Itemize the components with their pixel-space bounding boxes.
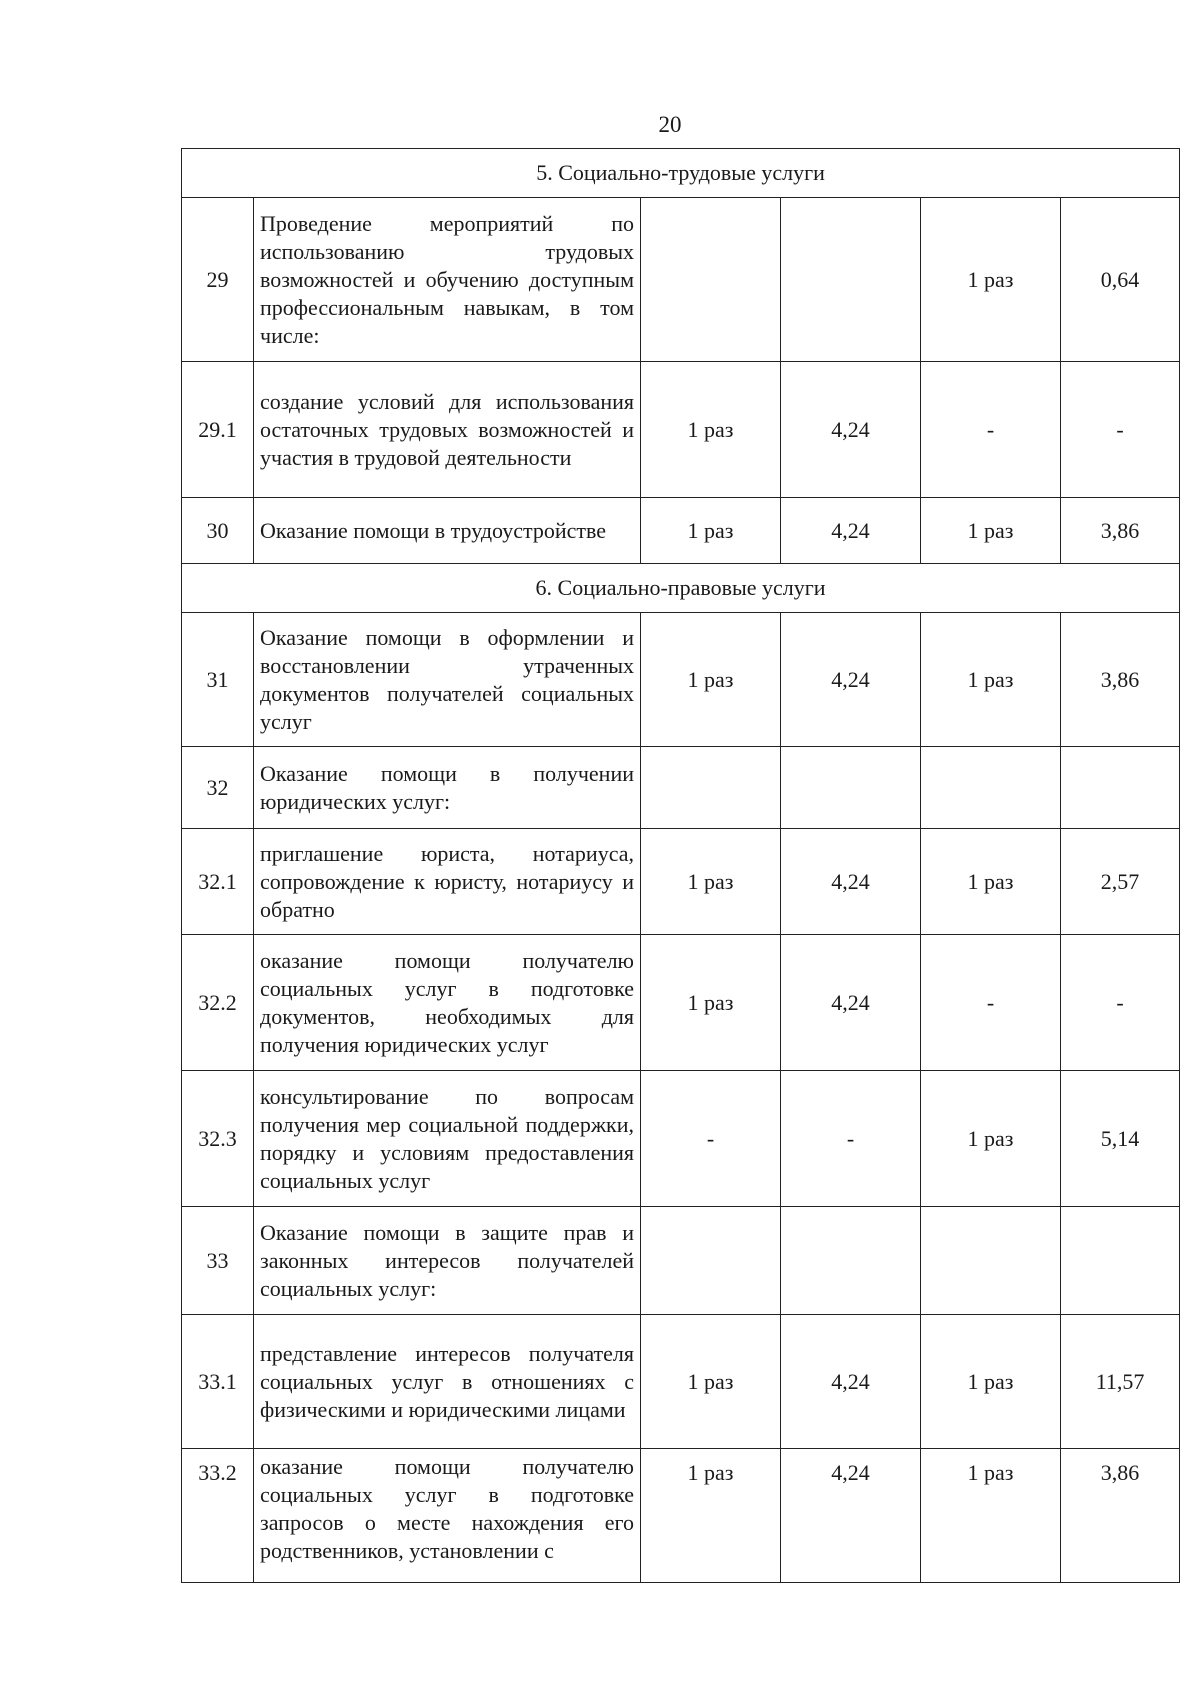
row-number: 32.3 xyxy=(182,1071,254,1207)
value-cell xyxy=(781,747,921,829)
row-number: 32.2 xyxy=(182,935,254,1071)
value-cell: 4,24 xyxy=(781,935,921,1071)
value-cell: 5,14 xyxy=(1061,1071,1180,1207)
service-description: Проведение мероприятий по использованию трудовых возможностей и обучению доступным профессиональным навыкам, в том числе: xyxy=(254,198,641,362)
value-cell: 4,24 xyxy=(781,362,921,498)
frequency-cell: 1 раз xyxy=(641,498,781,564)
value-cell: - xyxy=(1061,935,1180,1071)
row-number: 29 xyxy=(182,198,254,362)
frequency-cell: 1 раз xyxy=(641,362,781,498)
frequency-cell xyxy=(641,747,781,829)
value-cell xyxy=(1061,747,1180,829)
service-description: приглашение юриста, нотариуса, сопровождение к юристу, нотариусу и обратно xyxy=(254,829,641,935)
frequency-cell: - xyxy=(921,935,1061,1071)
table-row xyxy=(182,613,1180,747)
frequency-cell: 1 раз xyxy=(641,935,781,1071)
value-cell: 4,24 xyxy=(781,1449,921,1583)
value-cell: 11,57 xyxy=(1061,1315,1180,1449)
section-title: 6. Социально-правовые услуги xyxy=(182,564,1180,613)
row-number: 32 xyxy=(182,747,254,829)
row-number: 30 xyxy=(182,498,254,564)
frequency-cell: 1 раз xyxy=(921,829,1061,935)
frequency-cell: 1 раз xyxy=(921,1449,1061,1583)
table-row xyxy=(182,1071,1180,1207)
section-header-row xyxy=(182,564,1180,613)
section-title: 5. Социально-трудовые услуги xyxy=(182,149,1180,198)
row-number: 29.1 xyxy=(182,362,254,498)
frequency-cell: 1 раз xyxy=(921,498,1061,564)
table-row xyxy=(182,1315,1180,1449)
frequency-cell: - xyxy=(641,1071,781,1207)
value-cell: - xyxy=(781,1071,921,1207)
value-cell: 4,24 xyxy=(781,829,921,935)
services-table xyxy=(181,148,1180,1583)
row-number: 32.1 xyxy=(182,829,254,935)
service-description: оказание помощи получателю социальных услуг в подготовке запросов о месте нахождения его родственников, установлении с xyxy=(254,1449,641,1583)
frequency-cell xyxy=(641,198,781,362)
service-description: Оказание помощи в защите прав и законных интересов получателей социальных услуг: xyxy=(254,1207,641,1315)
row-number: 33.1 xyxy=(182,1315,254,1449)
table-row xyxy=(182,1449,1180,1583)
frequency-cell: 1 раз xyxy=(641,1449,781,1583)
section-header-row xyxy=(182,149,1180,198)
table-row xyxy=(182,198,1180,362)
service-description: оказание помощи получателю социальных услуг в подготовке документов, необходимых для получения юридических услуг xyxy=(254,935,641,1071)
table-row xyxy=(182,747,1180,829)
frequency-cell: 1 раз xyxy=(921,1315,1061,1449)
service-description: создание условий для использования остаточных трудовых возможностей и участия в трудовой деятельности xyxy=(254,362,641,498)
value-cell xyxy=(1061,1207,1180,1315)
frequency-cell: 1 раз xyxy=(641,829,781,935)
frequency-cell xyxy=(921,1207,1061,1315)
service-description: представление интересов получателя социальных услуг в отношениях с физическими и юридическими лицами xyxy=(254,1315,641,1449)
value-cell: 4,24 xyxy=(781,498,921,564)
frequency-cell: 1 раз xyxy=(921,198,1061,362)
service-description: Оказание помощи в оформлении и восстановлении утраченных документов получателей социальных услуг xyxy=(254,613,641,747)
table-row xyxy=(182,1207,1180,1315)
value-cell: 3,86 xyxy=(1061,613,1180,747)
row-number: 31 xyxy=(182,613,254,747)
value-cell: 2,57 xyxy=(1061,829,1180,935)
page-number: 20 xyxy=(658,112,682,137)
value-cell: 0,64 xyxy=(1061,198,1180,362)
frequency-cell xyxy=(641,1207,781,1315)
value-cell xyxy=(781,198,921,362)
frequency-cell: 1 раз xyxy=(921,1071,1061,1207)
row-number: 33.2 xyxy=(182,1449,254,1583)
row-number: 33 xyxy=(182,1207,254,1315)
service-description: консультирование по вопросам получения мер социальной поддержки, порядку и условиям предоставления социальных услуг xyxy=(254,1071,641,1207)
value-cell: 4,24 xyxy=(781,1315,921,1449)
value-cell: - xyxy=(1061,362,1180,498)
frequency-cell xyxy=(921,747,1061,829)
value-cell xyxy=(781,1207,921,1315)
table-row xyxy=(182,498,1180,564)
table-row xyxy=(182,362,1180,498)
value-cell: 4,24 xyxy=(781,613,921,747)
table-row xyxy=(182,935,1180,1071)
table-row xyxy=(182,829,1180,935)
frequency-cell: - xyxy=(921,362,1061,498)
frequency-cell: 1 раз xyxy=(641,1315,781,1449)
frequency-cell: 1 раз xyxy=(641,613,781,747)
frequency-cell: 1 раз xyxy=(921,613,1061,747)
value-cell: 3,86 xyxy=(1061,498,1180,564)
value-cell: 3,86 xyxy=(1061,1449,1180,1583)
service-description: Оказание помощи в получении юридических услуг: xyxy=(254,747,641,829)
service-description: Оказание помощи в трудоустройстве xyxy=(254,498,641,564)
